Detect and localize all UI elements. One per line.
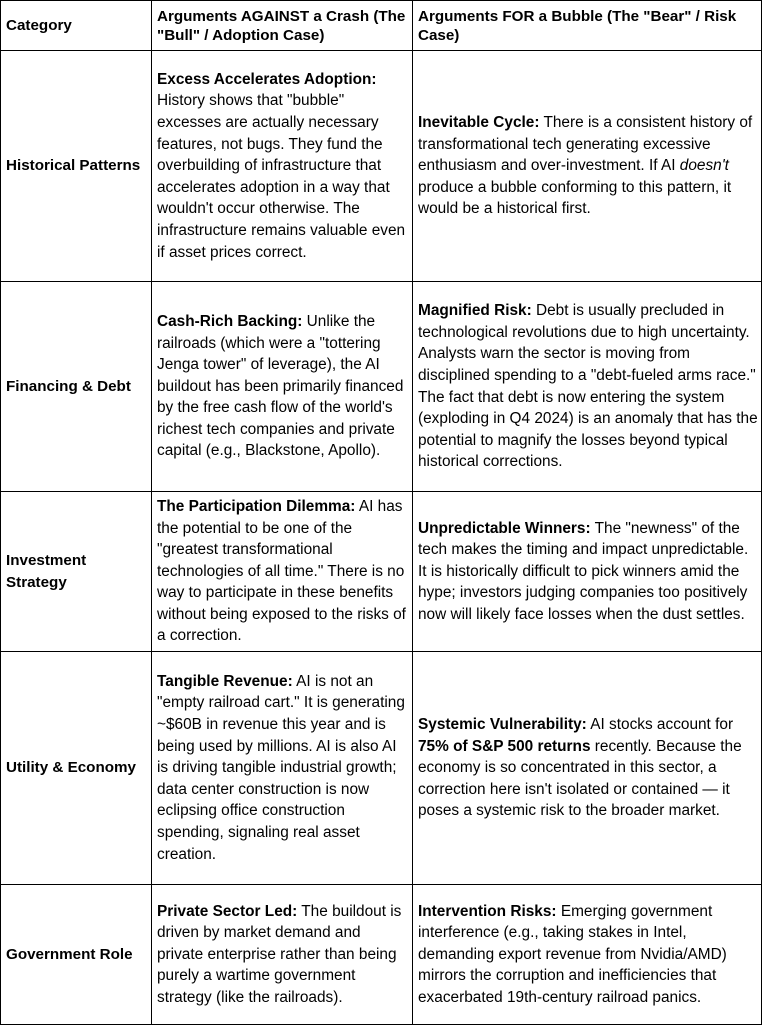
against-text: AI has the potential to be one of the "greatest transformational technologies of all time." There is no way to participate in these benefits without being exposed to the risks of a correction.	[157, 497, 406, 645]
for-text: The "newness" of the tech makes the timing and impact unpredictable. It is historically difficult to pick winners amid the hype; investors judging companies too positively now will likely face losses when the dust settles.	[418, 519, 749, 623]
against-text: The buildout is driven by market demand and private enterprise rather than being purely a wartime government strategy (like the railroads).	[157, 902, 402, 1006]
against-cell	[152, 51, 413, 282]
row-category: Utility & Economy	[1, 652, 152, 885]
for-text: Debt is usually precluded in technological revolutions due to high uncertainty. Analysts warn the sector is moving from disciplined spending to a "debt-fueled arms race." The fact that debt is now entering the system (exploding in Q4 2024) is an anomaly that has the potential to magnify the losses beyond typical historical corrections.	[418, 302, 758, 471]
for-lead: Systemic Vulnerability:	[418, 716, 587, 734]
for-text-bold: 75% of S&P 500 returns	[418, 737, 591, 755]
table-row	[1, 652, 762, 885]
for-lead: Inevitable Cycle:	[418, 114, 540, 132]
table-header	[1, 1, 762, 51]
for-cell	[413, 652, 762, 885]
for-cell	[413, 282, 762, 492]
header-row	[1, 1, 762, 51]
against-cell	[152, 885, 413, 1025]
for-text-before: There is a consistent history of transformational tech generating excessive enthusiasm and over-investment. If AI	[418, 114, 753, 175]
for-text: Emerging government interference (e.g., taking stakes in Intel, demanding export revenue from Nvidia/AMD) mirrors the corruption and inefficiencies that exacerbated 19th-century railroad panics.	[418, 902, 727, 1006]
against-lead: Private Sector Led:	[157, 902, 298, 920]
against-text: AI is not an "empty railroad cart." It is generating ~$60B in revenue this year and is being used by millions. AI is also AI is driving tangible industrial growth; data center construction is now eclipsing office construction spending, signaling real asset creation.	[157, 672, 405, 863]
for-lead: Magnified Risk:	[418, 302, 532, 320]
table-body	[1, 51, 762, 1025]
row-category: Investment Strategy	[1, 492, 152, 652]
row-category: Government Role	[1, 885, 152, 1025]
row-category: Financing & Debt	[1, 282, 152, 492]
table-row	[1, 885, 762, 1025]
against-text: Unlike the railroads (which were a "tottering Jenga tower" of leverage), the AI buildout has been primarily financed by the free cash flow of the world's richest tech companies and private capital (e.g., Blackstone, Apollo).	[157, 312, 404, 460]
for-lead: Intervention Risks:	[418, 902, 557, 920]
table-row	[1, 282, 762, 492]
for-text-italic: doesn't	[679, 157, 729, 175]
against-lead: Cash-Rich Backing:	[157, 312, 303, 330]
against-lead: The Participation Dilemma:	[157, 497, 356, 515]
header-for: Arguments FOR a Bubble (The "Bear" / Risk Case)	[413, 1, 762, 51]
against-cell	[152, 652, 413, 885]
against-cell	[152, 282, 413, 492]
against-lead: Excess Accelerates Adoption:	[157, 70, 377, 88]
table-row	[1, 492, 762, 652]
for-cell	[413, 885, 762, 1025]
for-cell	[413, 492, 762, 652]
for-text-after: produce a bubble conforming to this pattern, it would be a historical first.	[418, 178, 732, 218]
header-against: Arguments AGAINST a Crash (The "Bull" / Adoption Case)	[152, 1, 413, 51]
table-row	[1, 51, 762, 282]
row-category: Historical Patterns	[1, 51, 152, 282]
against-text: History shows that "bubble" excesses are actually necessary features, not bugs. They fund the overbuilding of infrastructure that accelerates adoption in a way that wouldn't occur otherwise. The infrastructure remains valuable even if asset prices correct.	[157, 92, 406, 261]
for-text-after: recently. Because the economy is so concentrated in this sector, a correction here isn't isolated or contained — it poses a systemic risk to the broader market.	[418, 737, 742, 820]
for-text-before: AI stocks account for	[586, 716, 734, 734]
against-lead: Tangible Revenue:	[157, 672, 293, 690]
for-lead: Unpredictable Winners:	[418, 519, 591, 537]
for-cell	[413, 51, 762, 282]
against-cell	[152, 492, 413, 652]
header-category: Category	[1, 1, 152, 51]
